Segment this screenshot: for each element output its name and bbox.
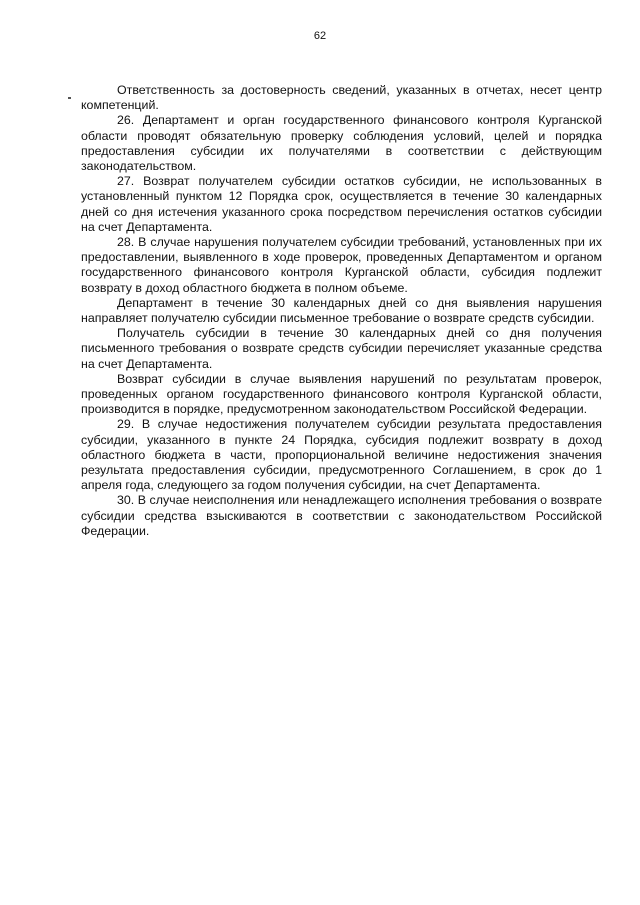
scan-artifact bbox=[68, 97, 71, 99]
paragraph-28-department-notice: Департамент в течение 30 календарных дней со дня выявления нарушения направляет получателю субсидии письменное требование о возврате средств субсидии. bbox=[81, 295, 602, 326]
paragraph-26: 26. Департамент и орган государственного финансового контроля Курганской области проводят обязательную проверку соблюдения условий, целей и порядка предоставления субсидии их получателями в соответствии с действующим законодательством. bbox=[81, 113, 602, 174]
paragraph-28: 28. В случае нарушения получателем субсидии требований, установленных при их предоставлении, выявленного в ходе проверок, проведенных Департаментом и органом государственного финансового контроля Курганской области, субсидия подлежит возврату в доход областного бюджета в полном объеме. bbox=[81, 235, 602, 295]
paragraph-30: 30. В случае неисполнения или ненадлежащего исполнения требования о возврате субсидии средства взыскиваются в соответствии с законодательством Российской Федерации. bbox=[81, 493, 602, 538]
document-body bbox=[81, 83, 602, 539]
page-number: 62 bbox=[313, 30, 327, 42]
paragraph-28-refund-procedure: Возврат субсидии в случае выявления нарушений по результатам проверок, проведенных органом государственного финансового контроля Курганской области, производится в порядке, предусмотренном законодательством Российской Федерации. bbox=[81, 371, 602, 417]
paragraph-28-recipient-transfer: Получатель субсидии в течение 30 календарных дней со дня получения письменного требования о возврате средств субсидии перечисляет указанные средства на счет Департамента. bbox=[81, 326, 602, 371]
paragraph-responsibility: Ответственность за достоверность сведений, указанных в отчетах, несет центр компетенций. bbox=[81, 83, 602, 113]
paragraph-27: 27. Возврат получателем субсидии остатков субсидии, не использованных в установленный пунктом 12 Порядка срок, осуществляется в течение 30 календарных дней со дня истечения указанного срока посредством перечисления остатков субсидии на счет Департамента. bbox=[81, 174, 602, 234]
paragraph-29: 29. В случае недостижения получателем субсидии результата предоставления субсидии, указанного в пункте 24 Порядка, субсидия подлежит возврату в доход областного бюджета в части, пропорциональной величине недостижения значения результата предоставления субсидии, предусмотренного Соглашением, в срок до 1 апреля года, следующего за годом получения субсидии, на счет Департамента. bbox=[81, 417, 602, 493]
